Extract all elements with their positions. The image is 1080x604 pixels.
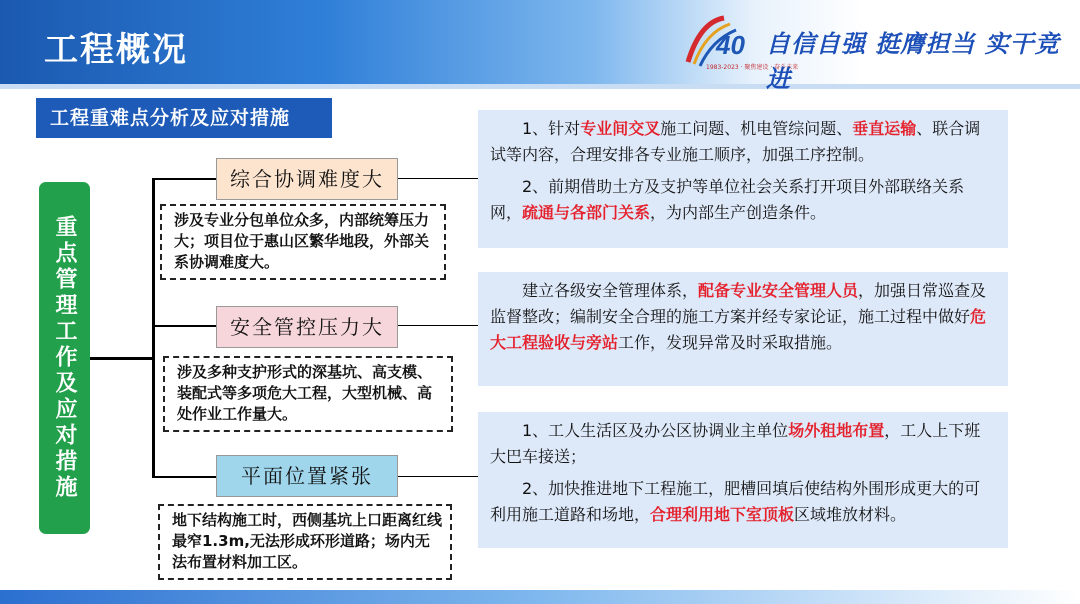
connector-to-panel-2 bbox=[398, 325, 478, 326]
measure-highlight: 危大工程验收与旁站 bbox=[490, 307, 987, 352]
measure-paragraph bbox=[490, 476, 996, 528]
measure-paragraph bbox=[490, 278, 996, 356]
measure-paragraph bbox=[490, 174, 996, 226]
category-coordination: 综合协调难度大 bbox=[216, 158, 398, 200]
footer-bar bbox=[0, 590, 1080, 604]
connector-to-panel-1 bbox=[398, 178, 478, 179]
measure-text: ，为内部生产创造条件。 bbox=[650, 203, 827, 222]
measure-paragraph bbox=[490, 116, 996, 168]
measure-text: 2、前期借助土方及支护等单位社会关系打开项目外部联络关系网， bbox=[490, 177, 965, 222]
logo-caption: 1983-2023 · 聚焦建设 · 奋斗未来 bbox=[706, 64, 799, 71]
measure-text: 工作，发现异常及时采取措施。 bbox=[618, 333, 843, 352]
measure-text: 建立各级安全管理体系， bbox=[522, 281, 699, 300]
measures-panel-space bbox=[478, 412, 1008, 548]
logo-number: 40 bbox=[716, 30, 745, 60]
measure-text: 2、加快推进地下工程施工，肥槽回填后使结构外围形成更大的可利用施工道路和场地， bbox=[490, 479, 981, 524]
measure-highlight: 场外租地布置 bbox=[788, 421, 885, 440]
description-safety: 涉及多种支护形式的深基坑、高支模、装配式等多项危大工程，大型机械、高处作业工作量大。 bbox=[163, 356, 453, 432]
measure-text: ，工人上下班大巴车接送； bbox=[490, 421, 981, 466]
description-coordination: 涉及专业分包单位众多，内部统筹压力大；项目位于惠山区繁华地段，外部关系协调难度大。 bbox=[160, 204, 446, 280]
measure-text: 1、工人生活区及办公区协调业主单位 bbox=[522, 421, 789, 440]
connector-to-panel-3 bbox=[398, 476, 478, 477]
measure-text: ，加强日常巡查及监督整改；编制安全合理的施工方案并经专家论证，施工过程中做好 bbox=[490, 281, 987, 326]
page-title: 工程概况 bbox=[44, 30, 188, 70]
measure-highlight: 垂直运输 bbox=[852, 119, 917, 138]
measure-paragraph bbox=[490, 418, 996, 470]
connector-branch-3 bbox=[152, 476, 216, 478]
measure-text: 1、针对 bbox=[522, 119, 581, 138]
slogan-text: 自信自强 挺膺担当 实干竞进 bbox=[766, 30, 1060, 93]
connector-main bbox=[90, 357, 154, 360]
category-safety: 安全管控压力大 bbox=[216, 306, 398, 348]
measure-highlight: 疏通与各部门关系 bbox=[522, 203, 651, 222]
side-label-box bbox=[39, 182, 90, 534]
measures-panel-coordination bbox=[478, 110, 1008, 248]
measure-text: 施工问题、机电管综问题、 bbox=[660, 119, 853, 138]
connector-vertical bbox=[152, 179, 155, 478]
measure-text: 、联合调试等内容，合理安排各专业施工顺序，加强工序控制。 bbox=[490, 119, 981, 164]
connector-branch-1 bbox=[152, 178, 216, 180]
description-space: 地下结构施工时，西侧基坑上口距离红线最窄1.3m,无法形成环形道路；场内无法布置材料加工区。 bbox=[158, 504, 452, 580]
measures-panel-safety bbox=[478, 272, 1008, 386]
measure-text: 区域堆放材料。 bbox=[794, 505, 907, 524]
connector-branch-2 bbox=[152, 325, 216, 327]
category-space: 平面位置紧张 bbox=[216, 455, 398, 497]
measure-highlight: 合理利用地下室顶板 bbox=[650, 505, 795, 524]
measure-highlight: 配备专业安全管理人员 bbox=[698, 281, 859, 300]
side-label-text: 重点管理工作及应对措施 bbox=[52, 215, 77, 501]
measure-highlight: 专业间交叉 bbox=[580, 119, 661, 138]
section-label: 工程重难点分析及应对措施 bbox=[36, 98, 332, 138]
